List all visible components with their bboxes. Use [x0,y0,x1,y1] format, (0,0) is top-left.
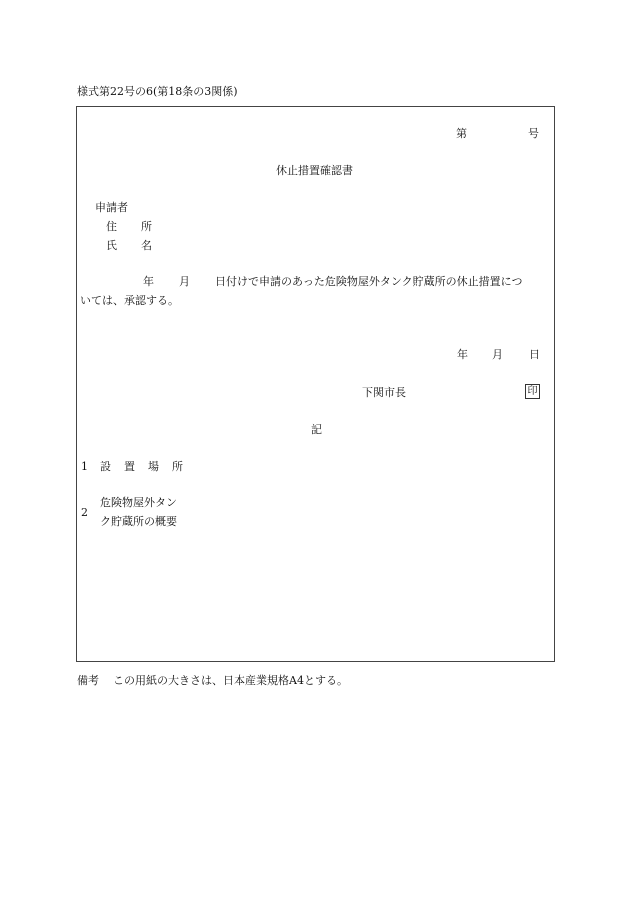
body-line2: いては、承認する。 [80,294,179,307]
item-1-label-char3: 場 [148,460,159,473]
name-label-char1: 氏 [106,239,117,252]
document-title: 休止措置確認書 [276,164,353,177]
record-heading: 記 [311,423,322,436]
body-line1: 日付けで申請のあった危険物屋外タンク貯蔵所の休止措置につ [215,275,523,288]
remark-label: 備考 [77,674,99,687]
item-1-label-char1: 設 [100,460,111,473]
form-number: 様式第22号の6(第18条の3関係) [77,85,238,98]
applicant-label: 申請者 [95,201,128,214]
item-2-label-line1: 危険物屋外タン [100,496,177,509]
number-suffix: 号 [528,127,539,140]
date-year: 年 [457,348,468,361]
item-1-number: 1 [81,460,88,473]
name-label-char2: 名 [141,239,152,252]
item-1-label-char2: 置 [124,460,135,473]
document-frame [76,106,555,662]
address-label-char2: 所 [141,220,152,233]
remark-text: この用紙の大きさは、日本産業規格A4とする。 [113,674,348,687]
body-month: 月 [179,275,190,288]
seal-box: 印 [525,384,540,399]
signatory: 下関市長 [362,386,406,399]
item-2-number: 2 [81,506,88,519]
date-month: 月 [492,348,503,361]
number-prefix: 第 [456,127,467,140]
date-day: 日 [529,348,540,361]
body-year: 年 [143,275,154,288]
item-2-label-line2: ク貯蔵所の概要 [100,515,177,528]
item-1-label-char4: 所 [172,460,183,473]
address-label-char1: 住 [106,220,117,233]
